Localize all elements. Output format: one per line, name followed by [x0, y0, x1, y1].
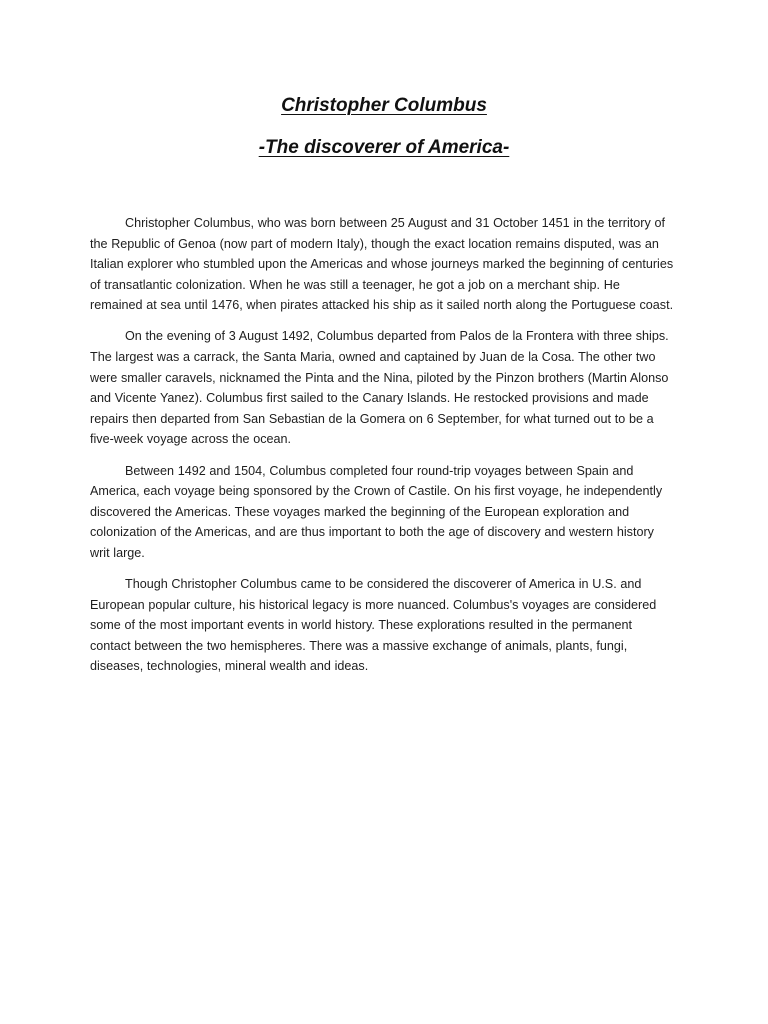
paragraph-1: Christopher Columbus, who was born between 25 August and 31 October 1451 in the territory of the Republic of Genoa (now part of modern Italy), though the exact location remains disputed, was an Italian explorer who stumbled upon the Americas and whose journeys marked the beginning of centuries of transatlantic colonization. When he was still a teenager, he got a job on a merchant ship. He remained at sea until 1476, when pirates attacked his ship as it sailed north along the Portuguese coast.	[90, 216, 674, 313]
paragraph-3: Between 1492 and 1504, Columbus completed four round-trip voyages between Spain and America, each voyage being sponsored by the Crown of Castile. On his first voyage, he independently discovered the Americas. These voyages marked the beginning of the European exploration and colonization of the Americas, and are thus important to both the age of discovery and western history writ large.	[90, 463, 663, 560]
document-title: Christopher Columbus	[281, 95, 487, 116]
paragraph-2: On the evening of 3 August 1492, Columbus departed from Palos de la Frontera with three ships. The largest was a carrack, the Santa Maria, owned and captained by Juan de la Cosa. The other two were smaller caravels, nicknamed the Pinta and the Nina, piloted by the Pinzon brothers (Martin Alonso and Vicente Yanez). Columbus first sailed to the Canary Islands. He restocked provisions and made repairs then departed from San Sebastian de la Gomera on 6 September, for what turned out to be a five-week voyage across the ocean.	[90, 329, 669, 447]
document-body	[90, 213, 676, 687]
document-subtitle: -The discoverer of America-	[258, 137, 510, 158]
paragraph-4: Though Christopher Columbus came to be considered the discoverer of America in U.S. and European popular culture, his historical legacy is more nuanced. Columbus's voyages are considered some of the most important events in world history. These explorations resulted in the permanent contact between the two hemispheres. There was a massive exchange of animals, plants, fungi, diseases, technologies, mineral wealth and ideas.	[90, 577, 657, 674]
